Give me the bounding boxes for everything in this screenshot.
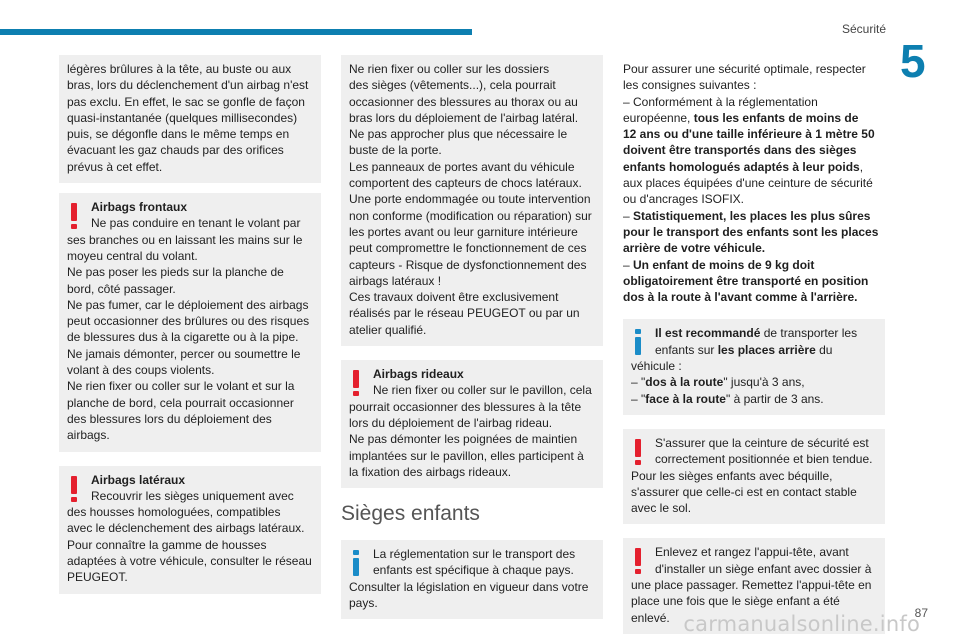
text-span: ,	[859, 159, 864, 174]
text-line: des blessures lors du déploiement des	[67, 411, 272, 426]
text-line	[623, 159, 885, 175]
bold-span: dos à la route à l'avant comme à l'arrière.	[623, 290, 858, 305]
text-line: des sièges (vêtements...), cela pourrait	[349, 78, 556, 93]
rear-seats-info-box	[623, 319, 885, 414]
text-line: pays.	[349, 596, 378, 611]
text-line: avec le déclenchement des airbags latéraux.	[67, 521, 305, 536]
text-line: Ces travaux doivent être exclusivement	[349, 290, 559, 305]
text-span: – "	[631, 391, 646, 406]
text-line: véhicule :	[631, 359, 682, 374]
text-line: capteurs - Risque de dysfonctionnement des	[349, 257, 587, 272]
text-line: moyeu central du volant.	[67, 248, 198, 263]
box-title: Airbags frontaux	[91, 200, 188, 215]
text-line: aux places équipées d'une ceinture de sécurité	[623, 176, 873, 191]
text-line: Ne rien fixer ou coller sur le volant et sur la	[67, 379, 295, 394]
text-line: place une fois que le siège enfant a été	[631, 594, 840, 609]
bold-span: Il est recommandé	[655, 326, 761, 341]
text-line: bras lors du déploiement de l'airbag latéral.	[349, 110, 579, 125]
bold-span: les places arrière	[717, 342, 816, 357]
text-line	[631, 342, 877, 358]
chapter-number: 5	[900, 35, 926, 87]
text-line	[631, 325, 877, 341]
text-span: enfants sur	[655, 342, 718, 357]
text-line: Ne jamais démonter, percer ou soumettre le	[67, 346, 301, 361]
text-span: – "	[631, 375, 646, 390]
text-line: lors du déploiement de l'airbag rideau.	[349, 415, 553, 430]
text-line: Une porte endommagée ou toute intervention	[349, 192, 591, 207]
text-line: quasi-instantanée (quelques millisecondes)	[67, 110, 298, 125]
text-line: pas exclu. En effet, le sac se gonfle de façon	[67, 94, 305, 109]
bold-span: Statistiquement, les places les plus sûres	[633, 208, 871, 223]
text-line: atelier qualifié.	[349, 322, 427, 337]
text-line: – Conformément à la réglementation	[623, 94, 818, 109]
text-line	[623, 289, 885, 305]
text-line: airbags.	[67, 428, 110, 443]
text-line: occasionner des blessures au thorax ou au	[349, 94, 578, 109]
text-line: enlevé.	[631, 610, 670, 625]
text-line: bord, côté passager.	[67, 281, 176, 296]
warning-icon	[353, 370, 359, 396]
text-line	[623, 208, 885, 224]
text-line: Consulter la législation en vigueur dans votre	[349, 579, 589, 594]
curtain-airbags-warning-box	[341, 360, 603, 488]
watermark: carmanualsonline.info	[683, 612, 920, 636]
section-heading: Sièges enfants	[341, 502, 480, 526]
text-line: volant à des coups violents.	[67, 363, 215, 378]
text-line: Recouvrir les sièges uniquement avec	[91, 488, 294, 503]
text-line: Enlevez et rangez l'appui-tête, avant	[655, 545, 849, 560]
text-line: les portes avant ou leur garniture intérieure	[349, 224, 578, 239]
text-line: légères brûlures à la tête, au buste ou aux	[67, 62, 292, 76]
box-title: Airbags rideaux	[373, 367, 464, 382]
bold-span: pour le transport des enfants sont les places	[623, 224, 879, 239]
text-line: une place passager. Remettez l'appui-tête en	[631, 578, 872, 593]
text-line: correctement positionnée et bien tendue.	[655, 452, 873, 467]
text-line: Pour connaître la gamme de housses	[67, 537, 267, 552]
text-line	[623, 240, 885, 256]
text-line: comportent des capteurs de chocs latéraux.	[349, 176, 582, 191]
text-span: de transporter les	[760, 326, 858, 341]
text-line: enfants est spécifique à chaque pays.	[373, 563, 574, 578]
continued-warning-box	[59, 55, 321, 183]
info-icon	[353, 550, 359, 576]
side-airbags-continued-box	[341, 55, 603, 346]
text-line	[631, 391, 877, 407]
text-line: des housses homologuées, compatibles	[67, 505, 281, 520]
text-line: s'assurer que celle-ci est en contact stable	[631, 484, 857, 499]
info-icon	[635, 329, 641, 355]
warning-icon	[71, 203, 77, 229]
text-line: peut occasionner des brûlures ou des risques	[67, 314, 310, 329]
text-line: Ne pas conduire en tenant le volant par	[91, 216, 301, 231]
text-span: " jusqu'à 3 ans,	[723, 375, 805, 390]
column-2	[341, 55, 603, 629]
text-line	[623, 142, 885, 158]
bold-span: enfants homologués adaptés à leur poids	[623, 159, 860, 174]
bold-span: obligatoirement être transporté en position	[623, 273, 869, 288]
child-seat-intro-text	[623, 55, 885, 315]
text-line: buste de la porte.	[349, 143, 442, 158]
text-line: PEUGEOT.	[67, 570, 128, 585]
header-accent-bar	[0, 29, 472, 35]
text-line	[623, 273, 885, 289]
text-line: non conforme (modification ou réparation) sur	[349, 208, 592, 223]
text-line: adaptées à votre véhicule, consulter le réseau	[67, 554, 312, 569]
text-line: Ne rien fixer ou coller sur le pavillon, cela	[373, 383, 592, 398]
text-span: du	[815, 342, 833, 357]
text-line: planche de bord, cela pourrait occasionner	[67, 395, 294, 410]
text-span: –	[623, 257, 634, 272]
bold-span: 12 ans ou d'une taille inférieure à 1 mètre 50	[623, 127, 875, 142]
text-line: peut compromettre le fonctionnement de ces	[349, 241, 587, 256]
text-line: pourrait occasionner des blessures à la tête	[349, 399, 582, 414]
text-line: Ne pas approcher plus que nécessaire le	[349, 127, 568, 142]
text-line	[623, 126, 885, 142]
text-line	[623, 110, 885, 126]
text-span: –	[623, 208, 634, 223]
text-line: puis, se dégonfle dans le même temps en	[67, 127, 290, 142]
text-line: la fixation des airbags rideaux.	[349, 464, 512, 479]
text-line: bras, lors du déclenchement d'un airbag n'est	[67, 78, 309, 93]
seatbelt-warning-box	[623, 429, 885, 524]
text-line: La réglementation sur le transport des	[373, 547, 576, 562]
warning-icon	[71, 476, 77, 502]
text-line: avec le sol.	[631, 501, 692, 516]
text-line: Pour assurer une sécurité optimale, respecter	[623, 62, 866, 76]
text-line: airbags latéraux !	[349, 273, 442, 288]
text-line: Ne pas démonter les poignées de maintien	[349, 432, 578, 447]
warning-icon	[635, 548, 641, 574]
bold-span: face à la route	[645, 391, 726, 406]
page-number: 87	[914, 606, 928, 620]
text-line: réalisés par le réseau PEUGEOT ou par un	[349, 306, 580, 321]
text-line: implantées sur le pavillon, elles participent à	[349, 448, 584, 463]
section-title-header: Sécurité	[841, 22, 886, 36]
text-line: Ne pas fumer, car le déploiement des airbags	[67, 297, 309, 312]
text-line	[623, 257, 885, 273]
text-line	[623, 224, 885, 240]
text-line: de blessures dus à la cigarette ou à la pipe.	[67, 330, 299, 345]
text-line: ses branches ou en laissant les mains sur le	[67, 232, 303, 247]
child-seat-info-box	[341, 540, 603, 619]
text-line: Pour les sièges enfants avec béquille,	[631, 468, 833, 483]
text-line: évacuant les gaz chauds par des orifices	[67, 143, 284, 158]
text-line	[631, 374, 877, 390]
text-line: Ne rien fixer ou coller sur les dossiers	[349, 62, 550, 76]
text-span: européenne,	[623, 110, 694, 125]
box-title: Airbags latéraux	[91, 472, 186, 487]
column-3	[623, 55, 885, 644]
bold-span: Un enfant de moins de 9 kg doit	[633, 257, 815, 272]
text-span: " à partir de 3 ans.	[725, 391, 824, 406]
bold-span: doivent être transportés dans des sièges	[623, 143, 857, 158]
bold-span: arrière de votre véhicule.	[623, 241, 766, 256]
text-line: d'installer un siège enfant avec dossier à	[655, 561, 872, 576]
text-line: Ne pas poser les pieds sur la planche de	[67, 265, 284, 280]
text-line: ou d'ancrages ISOFIX.	[623, 192, 745, 207]
bold-span: tous les enfants de moins de	[693, 110, 859, 125]
frontal-airbags-warning-box	[59, 193, 321, 451]
bold-span: dos à la route	[645, 375, 724, 390]
text-line: S'assurer que la ceinture de sécurité est	[655, 435, 869, 450]
text-line: prévus à cet effet.	[67, 159, 163, 174]
text-line: Les panneaux de portes avant du véhicule	[349, 159, 575, 174]
text-line: les consignes suivantes :	[623, 78, 757, 93]
warning-icon	[635, 439, 641, 465]
side-airbags-warning-box	[59, 466, 321, 594]
column-1	[59, 55, 321, 604]
